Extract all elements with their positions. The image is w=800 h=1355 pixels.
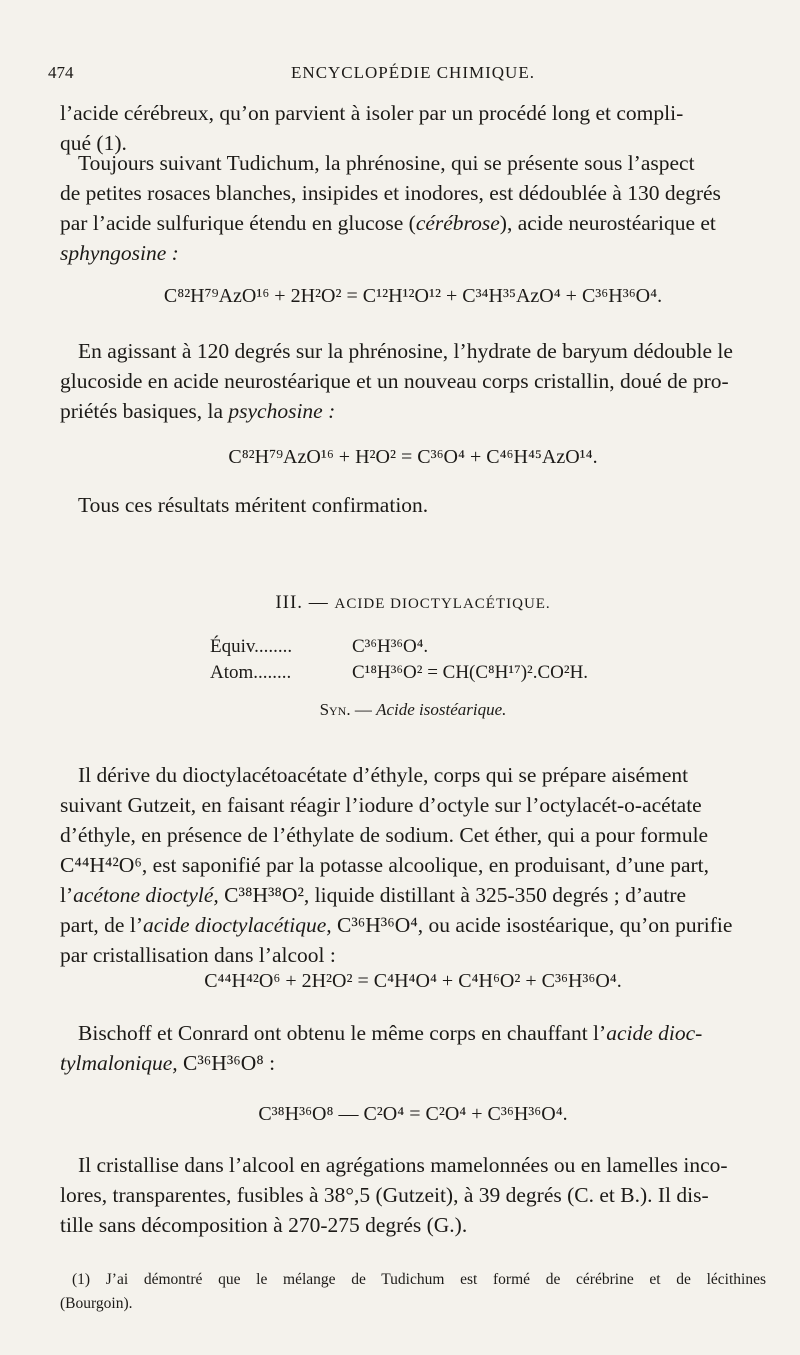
synonym-line: Syn. — Acide isostéarique. (319, 700, 507, 719)
equation-3: C⁴⁴H⁴²O⁶ + 2H²O² = C⁴H⁴O⁴ + C⁴H⁶O² + C³⁶H³⁶O⁴. (204, 970, 622, 992)
formula-table (210, 634, 588, 686)
equation-4: C³⁸H³⁶O⁸ — C²O⁴ = C²O⁴ + C³⁶H³⁶O⁴. (258, 1103, 568, 1125)
page-header (48, 63, 766, 87)
section-heading: III. — ACIDE DIOCTYLACÉTIQUE. (275, 592, 551, 613)
paragraph-bischoff: Bischoff et Conrard ont obtenu le même corps en chauffant l’acide dioc- tylmalonique, C³⁶H³⁶O⁸ : (60, 1021, 703, 1075)
equation-2: C⁸²H⁷⁹AzO¹⁶ + H²O² = C³⁶O⁴ + C⁴⁶H⁴⁵AzO¹⁴. (228, 446, 598, 468)
book-page (48, 0, 766, 1355)
page-number: 474 (48, 63, 74, 82)
paragraph-continuation: l’acide cérébreux, qu’on parvient à isoler par un procédé long et compli- qué (1). (60, 101, 684, 155)
equation-1: C⁸²H⁷⁹AzO¹⁶ + 2H²O² = C¹²H¹²O¹² + C³⁴H³⁵AzO⁴ + C³⁶H³⁶O⁴. (163, 285, 663, 307)
equiv-row: Équiv........ C³⁶H³⁶O⁴. (210, 636, 429, 657)
paragraph-psychosine: En agissant à 120 degrés sur la phrénosine, l’hydrate de baryum dédouble le glucoside en acide neurostéarique et un nouveau corps cristallin, doué de pro- priétés basiques, la psychosine : (60, 339, 733, 423)
paragraph-properties: Il cristallise dans l’alcool en agrégations mamelonnées ou en lamelles inco- lores, transparentes, fusibles à 38°,5 (Gutzeit), à 39 degrés (C. et B.). Il dis- tille sans décomposition à 270-275 degrés (G.). (60, 1153, 728, 1237)
paragraph-derivation: Il dérive du dioctylacétoacétate d’éthyle, corps qui se prépare aisément suivant Gutzeit, en faisant réagir l’iodure d’octyle sur l’octylacét-o-acétate d’éthyle, en présence de l’éthylate de sodium. Cet éther, qui a pour formule C⁴⁴H⁴²O⁶, est saponifié par la potasse alcoolique, en produisant, d’une part, l’acétone dioctylé, C³⁸H³⁸O², liquide distillant à 325-350 degrés ; d’autre part, de l’acide dioctylacétique, C³⁶H³⁶O⁴, ou acide isostéarique, qu’on purifie par cristallisation dans l’alcool : (60, 763, 733, 967)
footnote: (1) J’ai démontré que le mélange de Tudichum est formé de cérébrine et de lécithines (Bourgoin). (60, 1271, 766, 1312)
paragraph-confirmation: Tous ces résultats méritent confirmation. (78, 493, 429, 517)
paragraph-phrenosine: Toujours suivant Tudichum, la phrénosine, qui se présente sous l’aspect de petites rosaces blanches, insipides et inodores, est dédoublée à 130 degrés par l’acide sulfurique étendu en glucose (cérébrose), acide neurostéarique et sphyngosine : (60, 151, 721, 265)
running-head: ENCYCLOPÉDIE CHIMIQUE. (291, 63, 535, 82)
atom-row: Atom........ C¹⁸H³⁶O² = CH(C⁸H¹⁷)².CO²H. (210, 662, 589, 683)
